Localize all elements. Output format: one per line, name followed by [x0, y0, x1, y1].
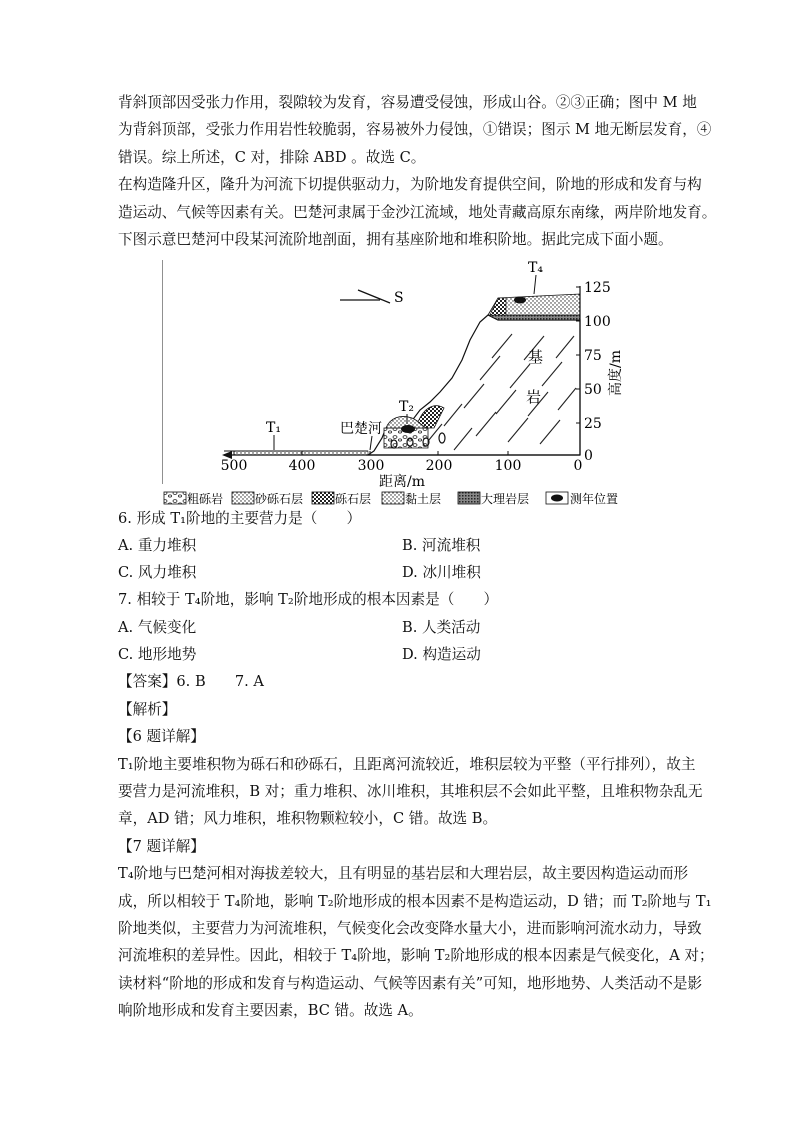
y-tick-75: 75 [584, 348, 602, 364]
answer-line: 【答案】6. B 7. A [118, 673, 264, 690]
intro-line-5: 造运动、气候等因素有关。巴楚河隶属于金沙江流域，地处青藏高原东南缘，两岸阶地发育。 [118, 204, 717, 221]
analysis-header: 【解析】 [118, 701, 177, 718]
detail6-line-3: 章，AD 错；风力堆积，堆积物颗粒较小，C 错。故选 B。 [118, 810, 498, 827]
legend-box-sand-gravel [232, 492, 254, 504]
legend-box-conglomerate [164, 492, 186, 504]
y-axis-title: 高度/m [608, 350, 624, 396]
q6-option-c: C. 风力堆积 [118, 564, 197, 581]
legend-label-marble: 大理岩层 [481, 492, 530, 506]
river-label: 巴楚河 [340, 421, 382, 437]
legend-label-gravel: 砾石层 [335, 492, 372, 506]
q7-option-c: C. 地形地势 [118, 646, 197, 663]
detail7-line-5: 读材料“阶地的形成和发育与构造运动、气候等因素有关”可知，地形地势、人类活动不是影 [118, 975, 703, 992]
legend-label-sand-gravel: 砂砾石层 [255, 492, 304, 506]
q6-stem: 6. 形成 T₁阶地的主要营力是（ ） [118, 510, 362, 527]
detail6-header: 【6 题详解】 [118, 728, 205, 745]
q6-option-a: A. 重力堆积 [118, 537, 197, 554]
x-axis-title: 距离/m [379, 474, 425, 490]
terrace-profile-figure [162, 258, 642, 510]
t4-arrow [534, 275, 536, 294]
legend-box-clay [382, 492, 404, 504]
y-tick-100: 100 [584, 314, 611, 330]
intro-line-2: 为背斜顶部，受张力作用岩性较脆弱，容易被外力侵蚀，①错误；图示 M 地无断层发育，④ [118, 121, 712, 138]
x-tick-500: 500 [220, 458, 248, 474]
q7-stem: 7. 相较于 T₄阶地，影响 T₂阶地形成的根本因素是（ ） [118, 591, 499, 608]
q6-option-b: B. 河流堆积 [402, 537, 481, 554]
intro-line-6: 下图示意巴楚河中段某河流阶地剖面，拥有基座阶地和堆积阶地。据此完成下面小题。 [118, 231, 673, 248]
legend-label-clay: 黏土层 [405, 492, 442, 506]
intro-line-3: 错误。综上所述，C 对，排除 ABD 。故选 C。 [118, 149, 426, 166]
t4-gravel-layer [490, 298, 506, 315]
t4-label: T₄ [528, 260, 543, 276]
y-tick-125: 125 [584, 280, 611, 296]
q7-option-b: B. 人类活动 [402, 619, 481, 636]
legend-label-conglomerate: 粗砾岩 [187, 492, 224, 506]
x-tick-300: 300 [357, 458, 385, 474]
t1-label: T₁ [266, 420, 281, 436]
y-tick-0: 0 [584, 448, 593, 464]
q7-option-a: A. 气候变化 [118, 619, 197, 636]
legend-dating-marker [551, 495, 563, 502]
detail7-line-3: 阶地类似，主要营力为河流堆积，气候变化会改变降水量大小，进而影响河流水动力，导致 [118, 920, 702, 937]
bedrock-label-1: 基 [528, 348, 544, 366]
bedrock-label-2: 岩 [526, 388, 542, 406]
y-tick-25: 25 [584, 416, 602, 432]
detail6-line-2: 要营力是河流堆积，B 对；重力堆积、冰川堆积，其堆积层不会如此平整，且堆积物杂乱无 [118, 783, 703, 800]
detail7-line-6: 响阶地形成和发育主要因素，BC 错。故选 A。 [118, 1002, 423, 1019]
x-tick-100: 100 [494, 458, 522, 474]
t4-dating-marker [514, 297, 526, 304]
direction-arrow [340, 290, 390, 303]
x-tick-0: 0 [573, 458, 583, 474]
x-tick-200: 200 [425, 458, 453, 474]
t4-marble-layer [488, 315, 580, 320]
intro-line-4: 在构造隆升区，隆升为河流下切提供驱动力，为阶地发育提供空间，阶地的形成和发育与构 [118, 176, 702, 193]
t2-dating-marker [401, 425, 415, 433]
q7-option-d: D. 构造运动 [402, 646, 481, 663]
y-tick-50: 50 [584, 382, 602, 398]
intro-line-1: 背斜顶部因受张力作用，裂隙较为发育，容易遭受侵蚀，形成山谷。②③正确；图中 M 地 [118, 94, 697, 111]
detail7-header: 【7 题详解】 [118, 838, 205, 855]
q6-option-d: D. 冰川堆积 [402, 564, 481, 581]
direction-label: S [394, 290, 404, 306]
legend-label-dating: 测年位置 [570, 492, 619, 506]
detail7-line-1: T₄阶地与巴楚河相对海拔差较大，且有明显的基岩层和大理岩层，故主要因构造运动而形 [118, 865, 689, 882]
legend-box-marble [458, 492, 480, 504]
legend-box-gravel [312, 492, 334, 504]
detail6-line-1: T₁阶地主要堆积物为砾石和砂砾石，且距离河流较近，堆积层较为平整（平行排列），故主 [118, 756, 696, 773]
detail7-line-2: 成，所以相较于 T₄阶地，影响 T₂阶地形成的根本因素不是构造运动，D 错；而 T₂阶地与 T₁ [118, 893, 712, 910]
t2-label: T₂ [399, 399, 414, 415]
river-arrow [370, 436, 372, 450]
x-tick-400: 400 [288, 458, 316, 474]
detail7-line-4: 河流堆积的差异性。因此，相较于 T₄阶地，影响 T₂阶地形成的根本因素是气候变化，A 对； [118, 947, 714, 964]
